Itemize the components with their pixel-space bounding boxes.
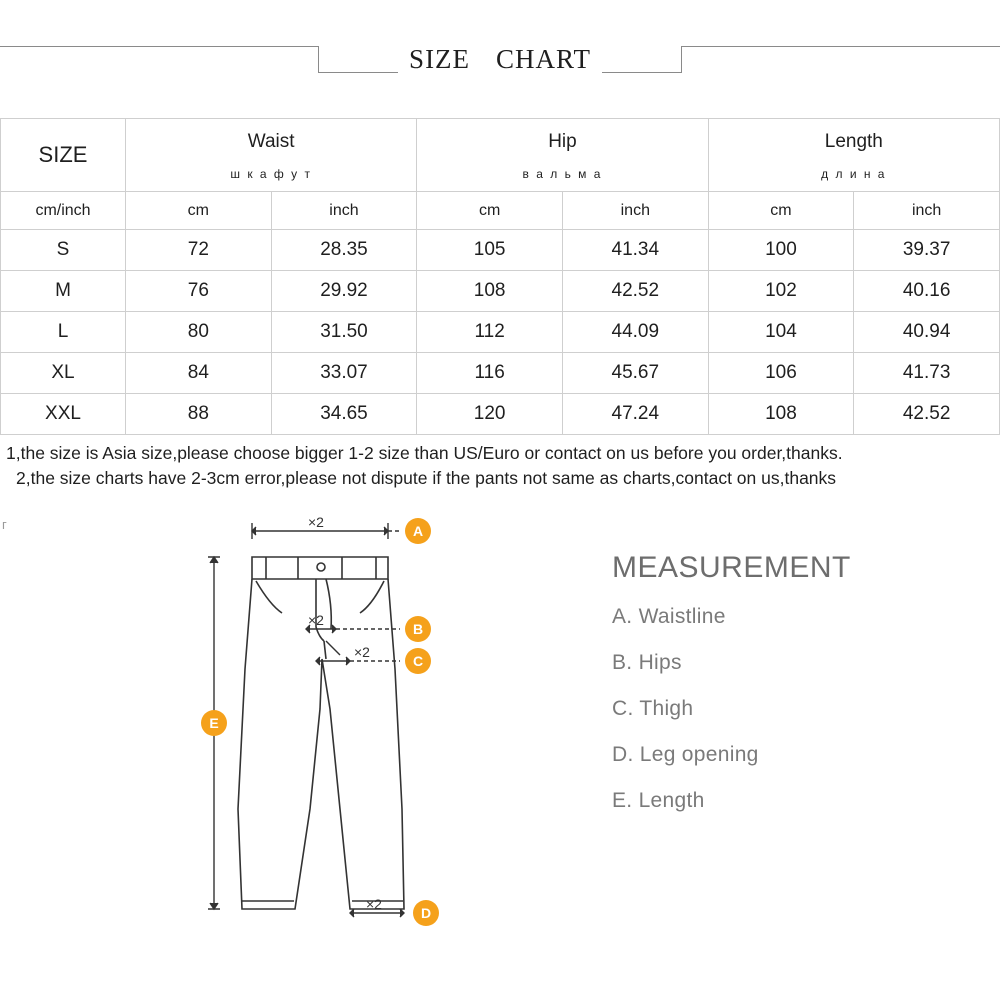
svg-text:E: E (209, 715, 219, 731)
unit-length-cm: cm (708, 192, 854, 230)
page-title (0, 44, 1000, 75)
cell: 106 (708, 353, 854, 394)
cell: 120 (417, 394, 563, 435)
cell: 40.16 (854, 271, 1000, 312)
measurement-item-c: C. Thigh (612, 697, 694, 720)
table-row (1, 312, 1000, 353)
table-header-row-groups (1, 119, 1000, 161)
title-band (0, 0, 1000, 90)
row-size-m: M (1, 271, 126, 312)
header-group-hip: Hip (417, 119, 708, 161)
diagram-marker-c (405, 648, 431, 674)
table-unit-row (1, 192, 1000, 230)
cell: 100 (708, 230, 854, 271)
header-sub-length: д л и н а (708, 160, 999, 192)
cell: 88 (126, 394, 272, 435)
cell: 34.65 (271, 394, 417, 435)
header-size-label: SIZE (1, 119, 126, 192)
cell: 44.09 (562, 312, 708, 353)
unit-waist-cm: cm (126, 192, 272, 230)
cell: 29.92 (271, 271, 417, 312)
cell: 39.37 (854, 230, 1000, 271)
cell: 108 (708, 394, 854, 435)
svg-text:A: A (412, 523, 424, 539)
row-size-s: S (1, 230, 126, 271)
cell: 84 (126, 353, 272, 394)
diagram-x2-thigh: ×2 (354, 644, 370, 660)
unit-hip-cm: cm (417, 192, 563, 230)
header-sub-waist: ш к а ф у т (126, 160, 417, 192)
measurement-title: MEASUREMENT (612, 551, 851, 584)
unit-length-inch: inch (854, 192, 1000, 230)
svg-text:D: D (420, 905, 432, 921)
cell: 102 (708, 271, 854, 312)
size-chart-table (0, 118, 1000, 435)
unit-header: cm/inch (1, 192, 126, 230)
table-row (1, 353, 1000, 394)
cell: 47.24 (562, 394, 708, 435)
row-size-l: L (1, 312, 126, 353)
measurement-item-e: E. Length (612, 789, 705, 812)
diagram-x2-hip: ×2 (308, 612, 324, 628)
measurement-item-a: A. Waistline (612, 605, 726, 628)
cell: 42.52 (562, 271, 708, 312)
cell: 80 (126, 312, 272, 353)
notes-block (0, 435, 1000, 491)
diagram-marker-d (413, 900, 439, 926)
note-line-1: 1,the size is Asia size,please choose bigger 1-2 size than US/Euro or contact on us before you order,thanks. (6, 443, 843, 463)
cell: 40.94 (854, 312, 1000, 353)
header-sub-hip: в а л ь м а (417, 160, 708, 192)
diagram-marker-e (201, 710, 227, 736)
pants-diagram (190, 509, 490, 954)
measurement-legend (612, 551, 851, 835)
cell: 41.34 (562, 230, 708, 271)
cell: 45.67 (562, 353, 708, 394)
row-size-xxl: XXL (1, 394, 126, 435)
svg-text:B: B (412, 621, 424, 637)
cell: 33.07 (271, 353, 417, 394)
cell: 104 (708, 312, 854, 353)
table-row (1, 271, 1000, 312)
header-group-waist: Waist (126, 119, 417, 161)
cell: 31.50 (271, 312, 417, 353)
stray-mark: г (2, 517, 7, 532)
measurement-section (0, 499, 1000, 969)
diagram-x2-leg-opening: ×2 (366, 896, 382, 912)
row-size-xl: XL (1, 353, 126, 394)
svg-text:C: C (412, 653, 424, 669)
note-line-2: 2,the size charts have 2-3cm error,please not dispute if the pants not same as charts,contact on us,thanks (16, 468, 837, 488)
table-header-row-subs (1, 160, 1000, 192)
unit-hip-inch: inch (562, 192, 708, 230)
diagram-x2-waist: ×2 (308, 514, 324, 530)
cell: 108 (417, 271, 563, 312)
measurement-item-d: D. Leg opening (612, 743, 759, 766)
cell: 28.35 (271, 230, 417, 271)
cell: 72 (126, 230, 272, 271)
page-title-word-size: SIZE (409, 44, 471, 74)
cell: 41.73 (854, 353, 1000, 394)
measurement-item-b: B. Hips (612, 651, 682, 674)
table-row (1, 394, 1000, 435)
cell: 42.52 (854, 394, 1000, 435)
table-row (1, 230, 1000, 271)
cell: 112 (417, 312, 563, 353)
header-group-length: Length (708, 119, 999, 161)
unit-waist-inch: inch (271, 192, 417, 230)
cell: 116 (417, 353, 563, 394)
diagram-marker-b (405, 616, 431, 642)
page-title-word-chart: CHART (496, 44, 591, 74)
cell: 76 (126, 271, 272, 312)
cell: 105 (417, 230, 563, 271)
diagram-marker-a (405, 518, 431, 544)
